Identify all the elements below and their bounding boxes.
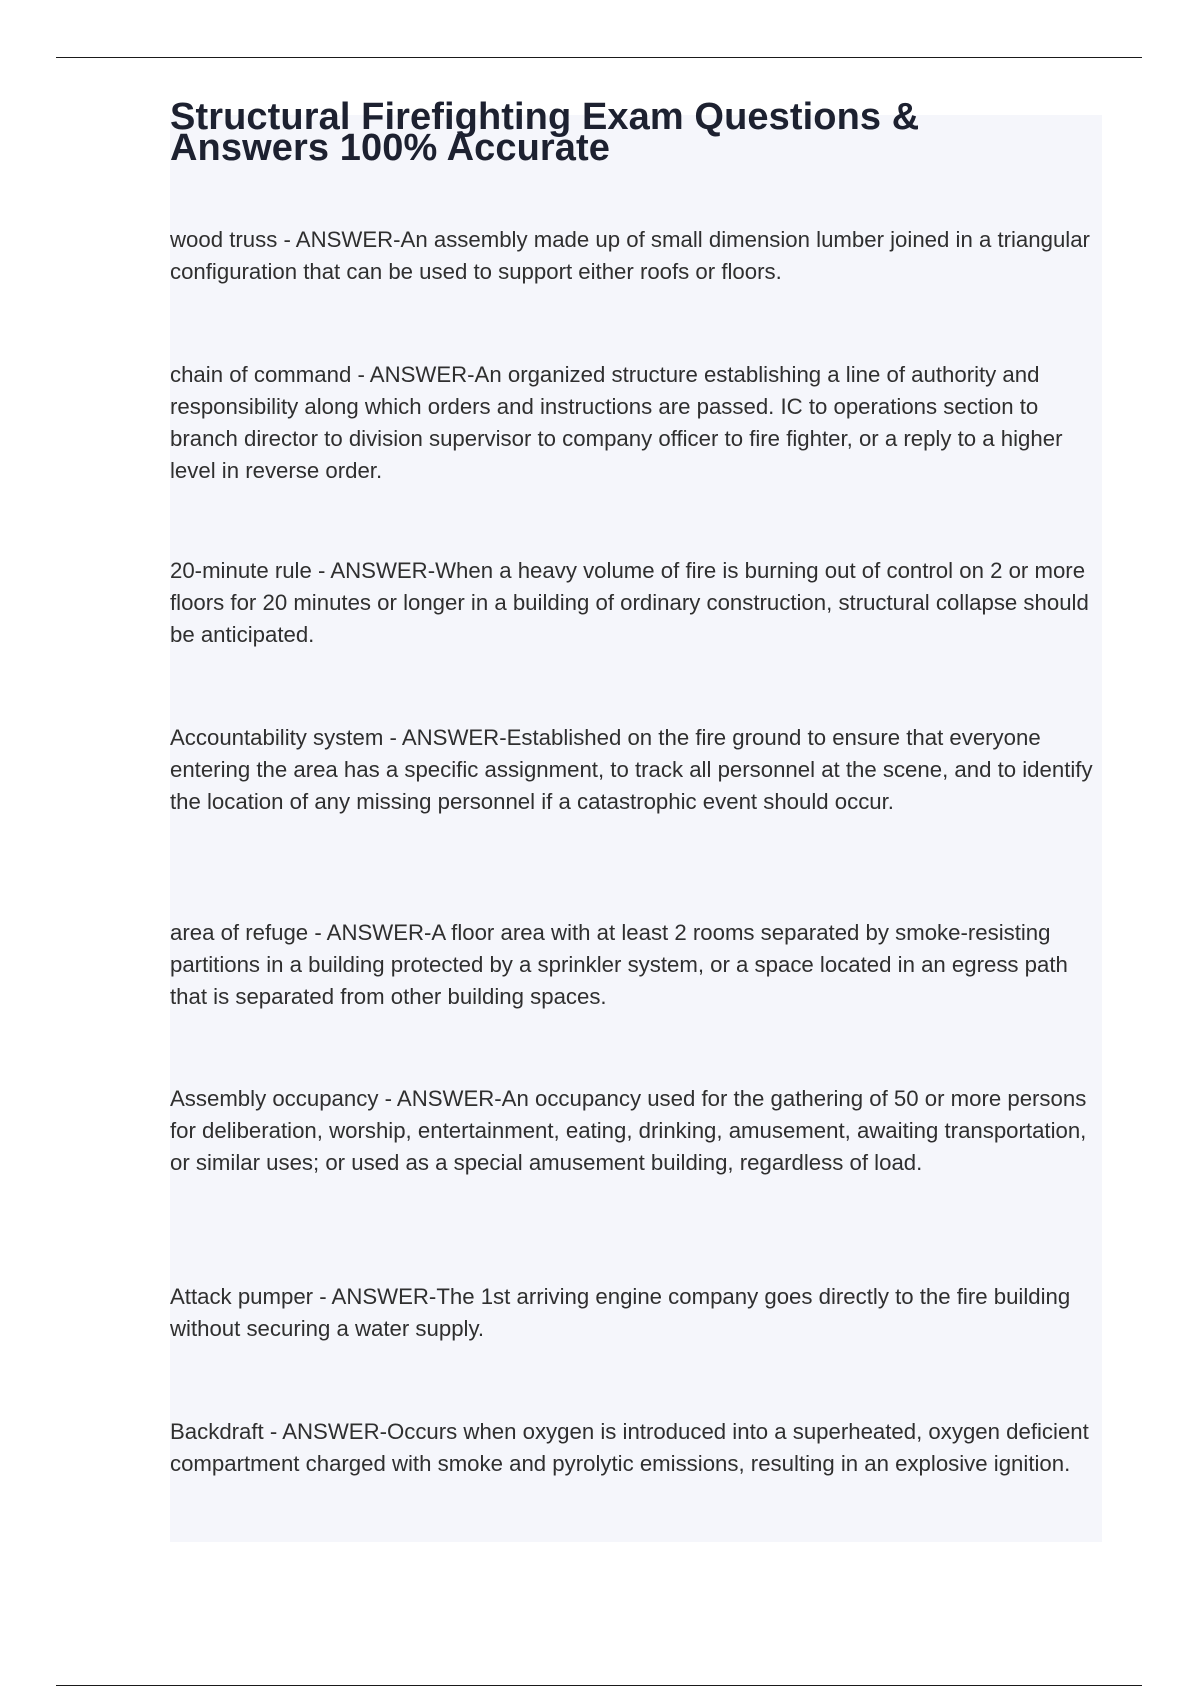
top-rule xyxy=(56,57,1142,58)
qa-entry-attack-pumper: Attack pumper - ANSWER-The 1st arriving engine company goes directly to the fire building without securing a water supply. xyxy=(170,1284,1071,1341)
qa-entry-backdraft: Backdraft - ANSWER-Occurs when oxygen is introduced into a superheated, oxygen deficient compartment charged with smoke and pyrolytic emissions, resulting in an explosive ignition. xyxy=(170,1419,1089,1476)
qa-entry-20-minute-rule: 20-minute rule - ANSWER-When a heavy volume of fire is burning out of control on 2 or more floors for 20 minutes or longer in a building of ordinary construction, structural collapse should be anticipated. xyxy=(170,558,1089,647)
qa-entry-assembly-occupancy: Assembly occupancy - ANSWER-An occupancy used for the gathering of 50 or more persons for deliberation, worship, entertainment, eating, drinking, amusement, awaiting transportation, or similar uses; or used as a special amusement building, regardless of load. xyxy=(170,1086,1087,1175)
qa-entry-accountability-system: Accountability system - ANSWER-Established on the fire ground to ensure that everyone entering the area has a specific assignment, to track all personnel at the scene, and to identify the location of any missing personnel if a catastrophic event should occur. xyxy=(170,725,1093,814)
bottom-rule xyxy=(56,1685,1142,1686)
qa-entry-area-of-refuge: area of refuge - ANSWER-A floor area with at least 2 rooms separated by smoke-resisting partitions in a building protected by a sprinkler system, or a space located in an egress path that is separated from other building spaces. xyxy=(170,920,1068,1009)
qa-entry-wood-truss: wood truss - ANSWER-An assembly made up of small dimension lumber joined in a triangular configuration that can be used to support either roofs or floors. xyxy=(170,227,1090,284)
document-title: Structural Firefighting Exam Questions & Answers 100% Accurate xyxy=(170,96,920,169)
qa-entry-chain-of-command: chain of command - ANSWER-An organized structure establishing a line of authority and responsibility along which orders and instructions are passed. IC to operations section to branch director to division supervisor to company officer to fire fighter, or a reply to a higher level in reverse order. xyxy=(170,362,1063,483)
